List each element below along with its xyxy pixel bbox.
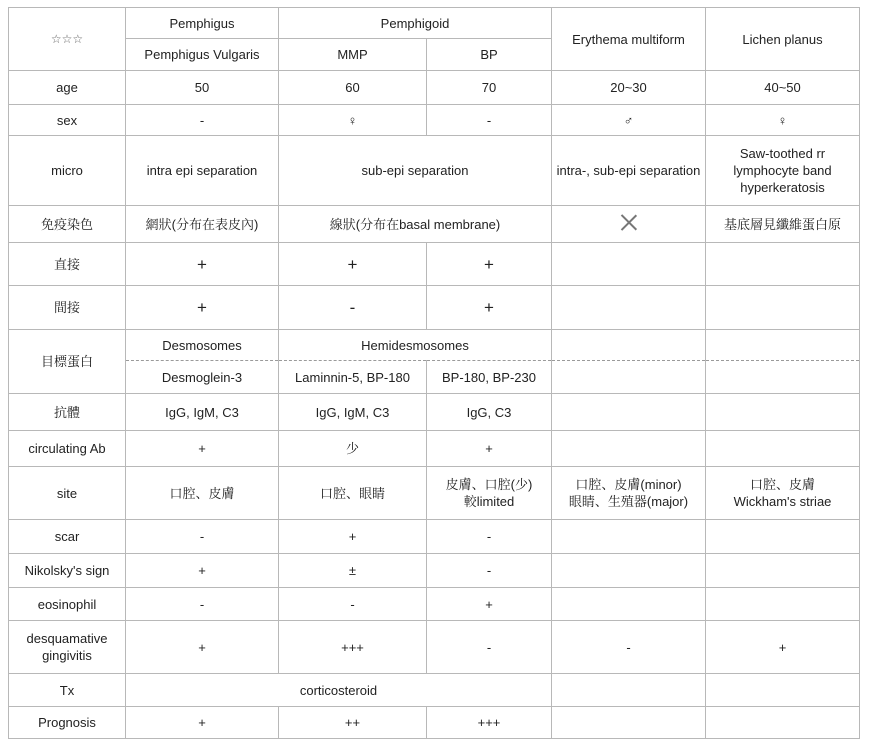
header-lichen-planus: Lichen planus bbox=[706, 8, 860, 71]
row-label-site: site bbox=[9, 467, 126, 520]
scar-lp bbox=[706, 520, 860, 554]
header-pemphigoid: Pemphigoid bbox=[279, 8, 552, 39]
row-label-scar: scar bbox=[9, 520, 126, 554]
header-pemphigus-vulgaris: Pemphigus Vulgaris bbox=[126, 39, 279, 71]
target-bp: BP-180, BP-230 bbox=[427, 361, 552, 394]
nikolsky-mmp: ± bbox=[279, 554, 427, 588]
eos-lp bbox=[706, 588, 860, 621]
row-label-immunostain: 免疫染色 bbox=[9, 206, 126, 243]
immuno-lp: 基底層見纖維蛋白原 bbox=[706, 206, 860, 243]
indirect-mmp: - bbox=[279, 286, 427, 330]
nikolsky-lp bbox=[706, 554, 860, 588]
desq-label-line2: gingivitis bbox=[42, 648, 92, 663]
scar-bp: - bbox=[427, 520, 552, 554]
micro-lp: Saw-toothed rr lymphocyte band hyperkeratosis bbox=[706, 136, 860, 206]
desq-em: - bbox=[552, 621, 706, 674]
row-label-circulating-ab: circulating Ab bbox=[9, 431, 126, 467]
indirect-pv: + bbox=[126, 286, 279, 330]
direct-mmp: + bbox=[279, 243, 427, 286]
nikolsky-bp: - bbox=[427, 554, 552, 588]
antibody-pv: IgG, IgM, C3 bbox=[126, 394, 279, 431]
prog-lp bbox=[706, 707, 860, 739]
target-em bbox=[552, 361, 706, 394]
site-bp-line2: 較limited bbox=[463, 494, 515, 509]
age-pv: 50 bbox=[126, 71, 279, 105]
desq-pv: + bbox=[126, 621, 279, 674]
eos-mmp: - bbox=[279, 588, 427, 621]
sex-em: ♂ bbox=[552, 105, 706, 136]
prog-mmp: ++ bbox=[279, 707, 427, 739]
age-bp: 70 bbox=[427, 71, 552, 105]
target-lp-top bbox=[706, 330, 860, 361]
prog-bp: +++ bbox=[427, 707, 552, 739]
micro-em: intra-, sub-epi separation bbox=[552, 136, 706, 206]
header-corner: ☆☆☆ bbox=[9, 8, 126, 71]
circ-bp: + bbox=[427, 431, 552, 467]
antibody-mmp: IgG, IgM, C3 bbox=[279, 394, 427, 431]
desq-mmp: +++ bbox=[279, 621, 427, 674]
antibody-lp bbox=[706, 394, 860, 431]
site-lp-line2: Wickham's striae bbox=[733, 494, 832, 509]
micro-pv: intra epi separation bbox=[126, 136, 279, 206]
direct-pv: + bbox=[126, 243, 279, 286]
indirect-bp: + bbox=[427, 286, 552, 330]
sex-pv: - bbox=[126, 105, 279, 136]
circ-em bbox=[552, 431, 706, 467]
circ-pv: + bbox=[126, 431, 279, 467]
site-em bbox=[552, 467, 706, 520]
sex-mmp: ♀ bbox=[279, 105, 427, 136]
direct-bp: + bbox=[427, 243, 552, 286]
nikolsky-em bbox=[552, 554, 706, 588]
desq-label-line1: desquamative bbox=[26, 631, 108, 646]
scar-em bbox=[552, 520, 706, 554]
row-label-age: age bbox=[9, 71, 126, 105]
direct-em bbox=[552, 243, 706, 286]
header-erythema-multiform: Erythema multiform bbox=[552, 8, 706, 71]
sex-bp: - bbox=[427, 105, 552, 136]
row-label-micro: micro bbox=[9, 136, 126, 206]
site-pv: 口腔、皮膚 bbox=[126, 467, 279, 520]
site-em-line1: 口腔、皮膚(minor) bbox=[575, 477, 682, 492]
header-mmp: MMP bbox=[279, 39, 427, 71]
target-lp bbox=[706, 361, 860, 394]
circ-mmp: 少 bbox=[279, 431, 427, 467]
eos-pv: - bbox=[126, 588, 279, 621]
sex-lp: ♀ bbox=[706, 105, 860, 136]
scar-pv: - bbox=[126, 520, 279, 554]
header-pemphigus: Pemphigus bbox=[126, 8, 279, 39]
target-pemphigoid-group: Hemidesmosomes bbox=[279, 330, 552, 361]
row-label-eosinophil: eosinophil bbox=[9, 588, 126, 621]
target-pv-group: Desmosomes bbox=[126, 330, 279, 361]
circ-lp bbox=[706, 431, 860, 467]
row-label-direct: 直接 bbox=[9, 243, 126, 286]
row-label-desquamative-gingivitis bbox=[9, 621, 126, 674]
site-lp-line1: 口腔、皮膚 bbox=[749, 477, 815, 492]
site-em-line2: 眼睛、生殖器(major) bbox=[568, 494, 689, 509]
comparison-table bbox=[8, 7, 860, 739]
indirect-lp bbox=[706, 286, 860, 330]
cross-mark-icon bbox=[621, 214, 637, 230]
desq-bp: - bbox=[427, 621, 552, 674]
row-label-nikolsky: Nikolsky's sign bbox=[9, 554, 126, 588]
row-label-tx: Tx bbox=[9, 674, 126, 707]
row-label-target-protein: 目標蛋白 bbox=[9, 330, 126, 394]
target-em-top bbox=[552, 330, 706, 361]
desq-lp: + bbox=[706, 621, 860, 674]
tx-value: corticosteroid bbox=[126, 674, 552, 707]
age-em: 20~30 bbox=[552, 71, 706, 105]
target-mmp: Laminnin-5, BP-180 bbox=[279, 361, 427, 394]
prog-em bbox=[552, 707, 706, 739]
indirect-em bbox=[552, 286, 706, 330]
antibody-em bbox=[552, 394, 706, 431]
age-mmp: 60 bbox=[279, 71, 427, 105]
site-lp bbox=[706, 467, 860, 520]
immuno-em bbox=[552, 206, 706, 243]
row-label-prognosis: Prognosis bbox=[9, 707, 126, 739]
row-label-antibody: 抗體 bbox=[9, 394, 126, 431]
header-bp: BP bbox=[427, 39, 552, 71]
tx-em bbox=[552, 674, 706, 707]
prog-pv: + bbox=[126, 707, 279, 739]
row-label-indirect: 間接 bbox=[9, 286, 126, 330]
scar-mmp: + bbox=[279, 520, 427, 554]
site-bp bbox=[427, 467, 552, 520]
tx-lp bbox=[706, 674, 860, 707]
age-lp: 40~50 bbox=[706, 71, 860, 105]
row-label-sex: sex bbox=[9, 105, 126, 136]
immuno-pemphigoid: 線狀(分布在basal membrane) bbox=[279, 206, 552, 243]
eos-em bbox=[552, 588, 706, 621]
immuno-pv: 網狀(分布在表皮內) bbox=[126, 206, 279, 243]
eos-bp: + bbox=[427, 588, 552, 621]
target-pv: Desmoglein-3 bbox=[126, 361, 279, 394]
micro-pemphigoid: sub-epi separation bbox=[279, 136, 552, 206]
direct-lp bbox=[706, 243, 860, 286]
site-bp-line1: 皮膚、口腔(少) bbox=[445, 477, 533, 492]
antibody-bp: IgG, C3 bbox=[427, 394, 552, 431]
site-mmp: 口腔、眼睛 bbox=[279, 467, 427, 520]
nikolsky-pv: + bbox=[126, 554, 279, 588]
